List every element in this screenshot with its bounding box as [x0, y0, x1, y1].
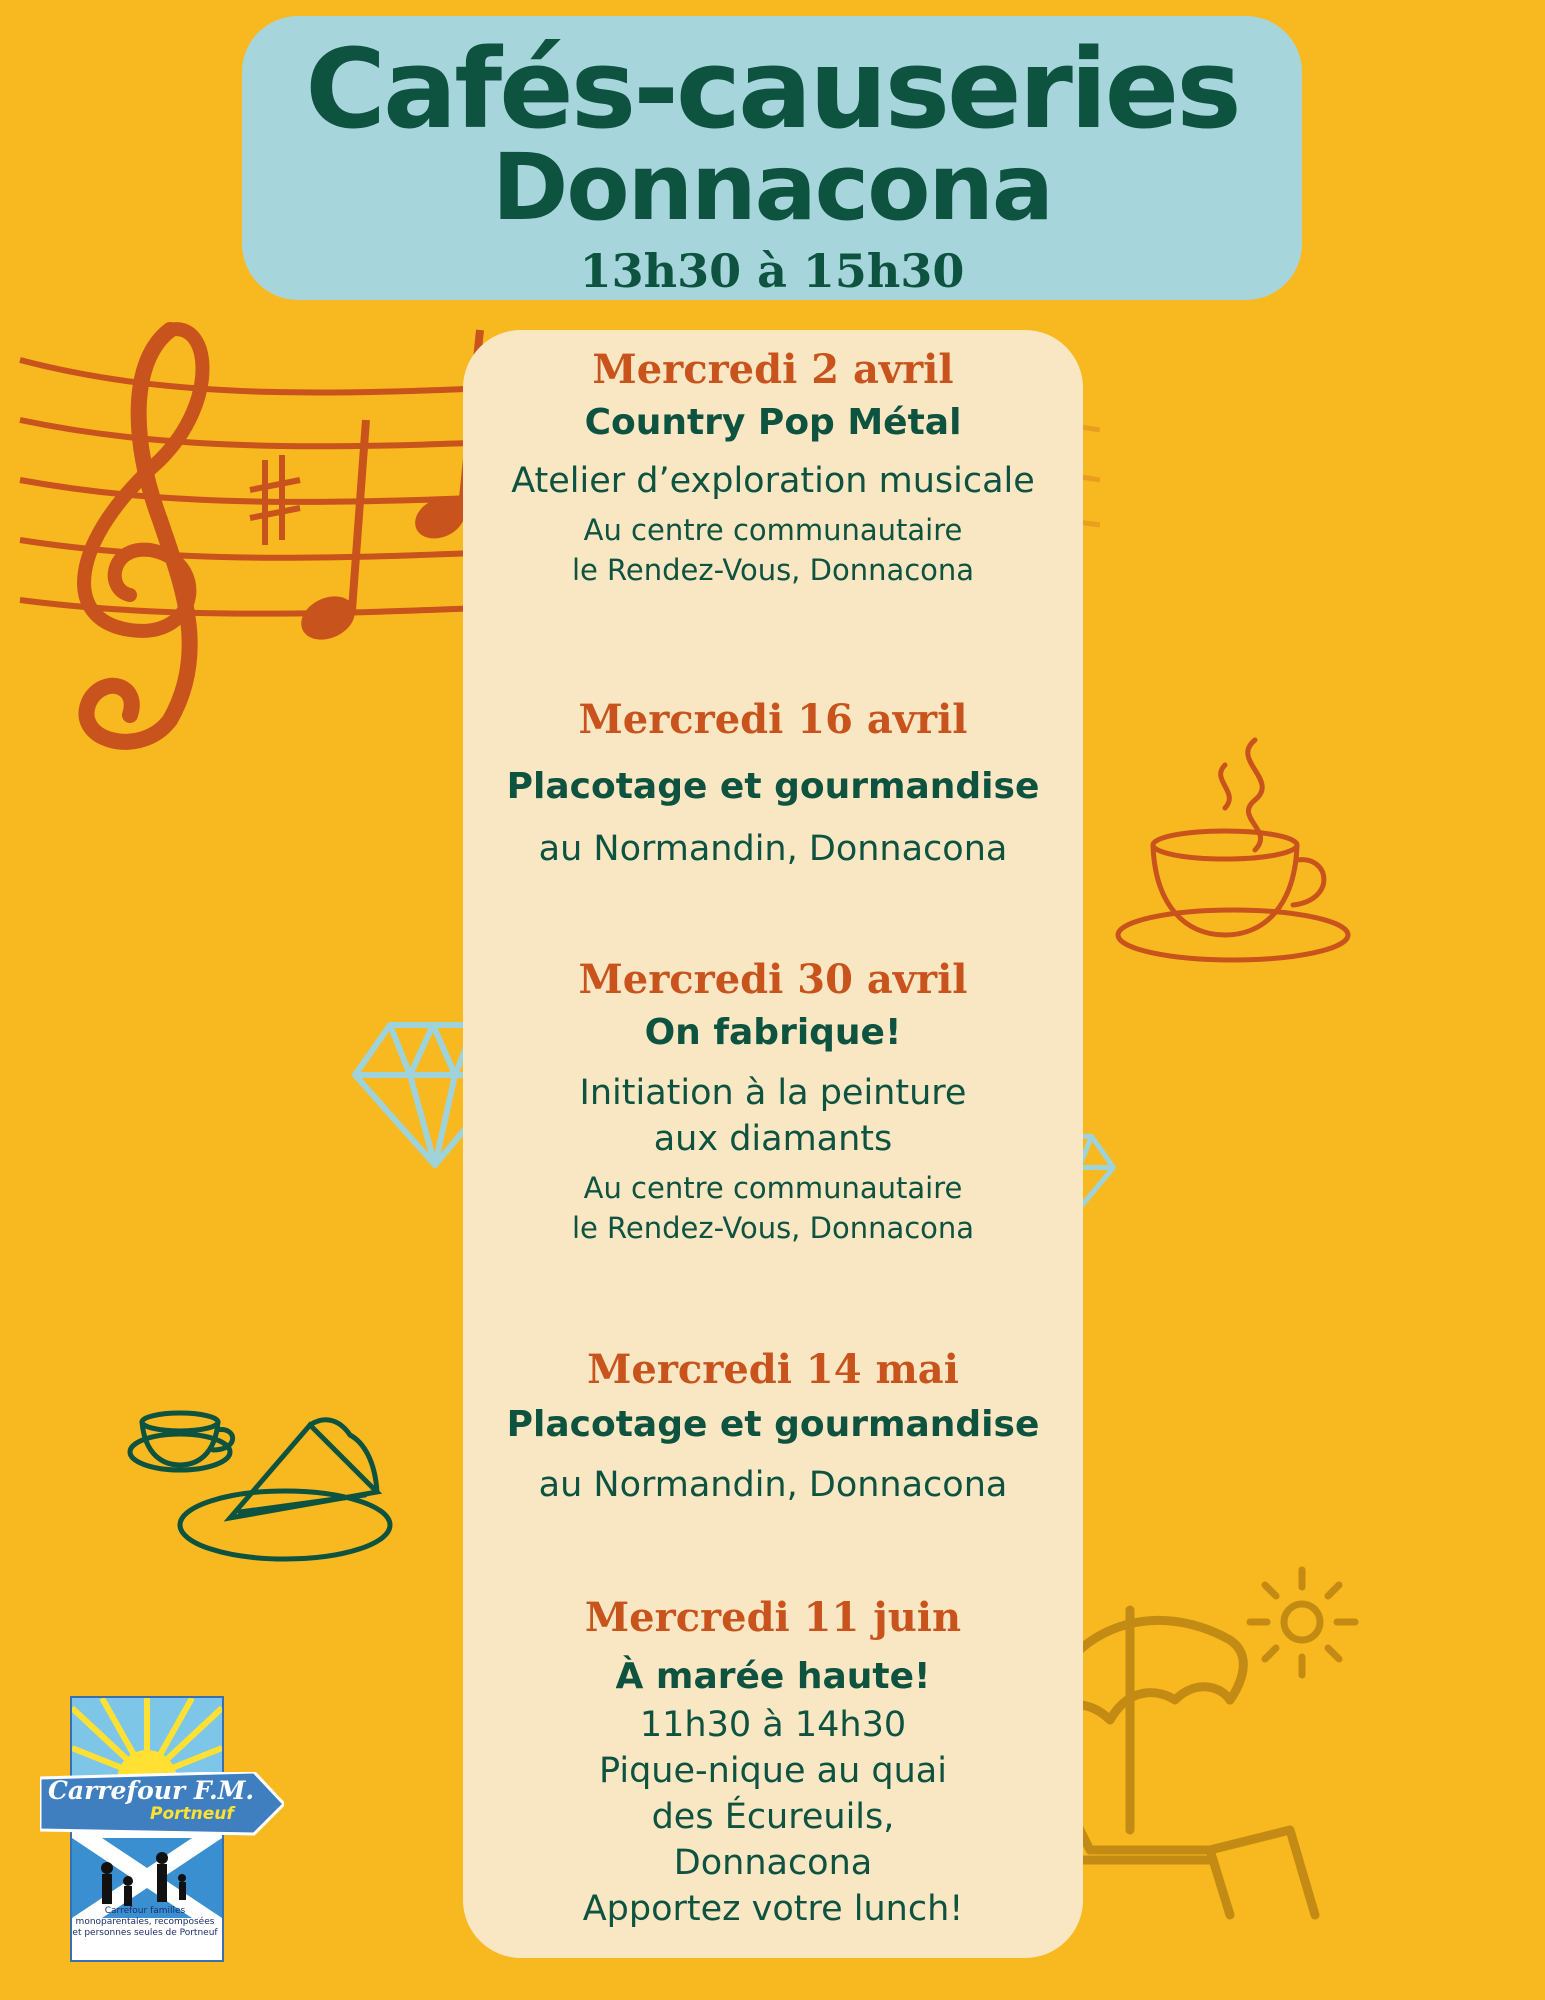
event-title: À marée haute!	[615, 1656, 931, 1697]
event-location: Au centre communautaire	[583, 1171, 963, 1205]
event-time: 11h30 à 14h30	[639, 1705, 907, 1745]
event-description: Donnacona	[673, 1843, 873, 1883]
event-description: des Écureuils,	[651, 1797, 895, 1837]
logo-name: Carrefour F.M.	[48, 1776, 255, 1805]
event-title: Country Pop Métal	[584, 402, 962, 443]
coffee-pie-icon	[125, 1400, 395, 1570]
coffee-cup-icon	[1115, 730, 1365, 970]
event-description: aux diamants	[653, 1119, 893, 1159]
event-description: Pique-nique au quai	[599, 1751, 947, 1791]
event-description: Apportez votre lunch!	[582, 1889, 964, 1929]
logo-caption: Carrefour familles monoparentales, recomposées et personnes seules de Portneuf	[72, 1906, 218, 1938]
event-location: le Rendez-Vous, Donnacona	[571, 553, 975, 587]
event-item	[463, 1594, 1083, 1932]
sun-icon	[1245, 1565, 1360, 1680]
events-panel	[463, 330, 1083, 1958]
logo-region: Portneuf	[150, 1804, 234, 1824]
event-date: Mercredi 16 avril	[578, 696, 968, 743]
event-location: au Normandin, Donnacona	[538, 829, 1008, 869]
event-item	[463, 956, 1083, 1248]
event-date: Mercredi 14 mai	[587, 1346, 959, 1393]
event-item	[463, 696, 1083, 872]
header-banner	[242, 16, 1302, 300]
page-subtitle: Donnacona	[492, 134, 1052, 241]
time-range: 13h30 à 15h30	[579, 244, 965, 298]
event-date: Mercredi 2 avril	[592, 346, 954, 393]
event-title: Placotage et gourmandise	[506, 766, 1040, 807]
event-date: Mercredi 30 avril	[578, 956, 968, 1003]
event-title: Placotage et gourmandise	[506, 1404, 1040, 1445]
page-title: Cafés-causeries	[305, 25, 1239, 153]
event-description: Atelier d’exploration musicale	[511, 461, 1035, 501]
event-item	[463, 1346, 1083, 1508]
event-location: Au centre communautaire	[583, 513, 963, 547]
event-date: Mercredi 11 juin	[584, 1594, 962, 1641]
event-location: au Normandin, Donnacona	[538, 1465, 1008, 1505]
event-location: le Rendez-Vous, Donnacona	[571, 1211, 975, 1245]
event-item	[463, 346, 1083, 590]
event-title: On fabrique!	[644, 1012, 902, 1053]
event-description: Initiation à la peinture	[579, 1073, 967, 1113]
